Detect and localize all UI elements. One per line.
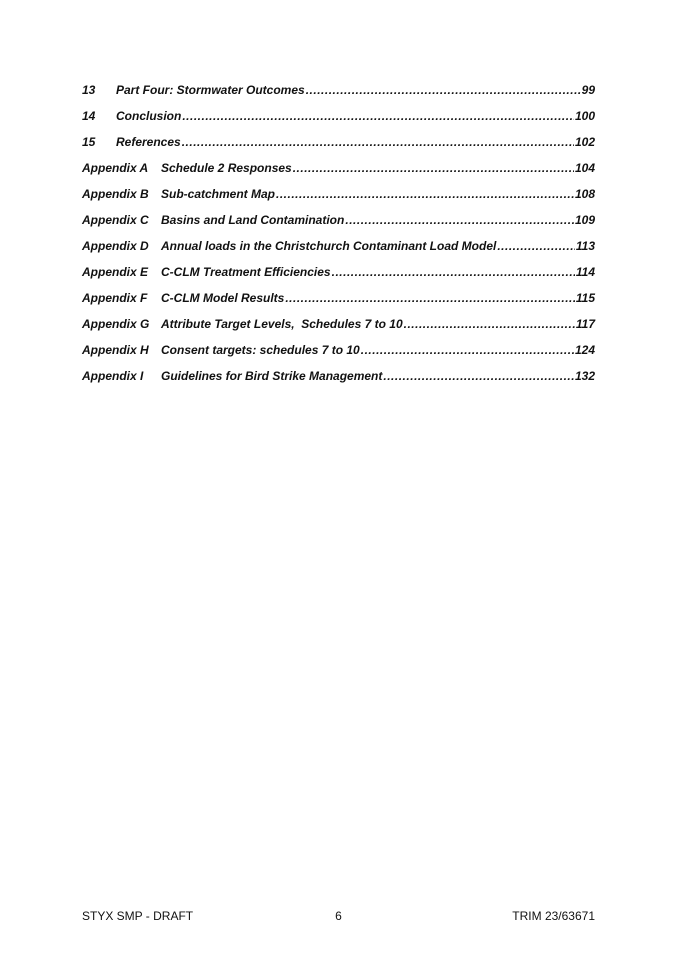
toc-entry-title: References: [116, 135, 181, 149]
toc-entry-page: 124: [574, 343, 595, 357]
toc-entry-title: Guidelines for Bird Strike Management: [161, 369, 383, 383]
toc-dot-leader: [345, 211, 574, 229]
toc-entry-15[interactable]: [82, 133, 595, 159]
toc-entry-14[interactable]: [82, 107, 595, 133]
toc-entry-appendix-a[interactable]: [82, 159, 595, 185]
toc-entry-number: 14: [82, 109, 96, 123]
toc-dot-leader: [332, 263, 575, 281]
toc-entry-number: Appendix F: [82, 291, 148, 305]
toc-entry-number: Appendix H: [82, 343, 149, 357]
toc-dot-leader: [182, 107, 574, 125]
toc-entry-appendix-d[interactable]: [82, 237, 595, 263]
toc-entry-number: Appendix C: [82, 213, 149, 227]
toc-entry-number: 15: [82, 135, 96, 149]
toc-entry-title: Attribute Target Levels, Schedules 7 to 10: [161, 317, 403, 331]
toc-entry-page: 100: [574, 109, 595, 123]
toc-entry-number: Appendix I: [82, 369, 144, 383]
toc-dot-leader: [182, 133, 574, 151]
toc-entry-page: 99: [581, 83, 595, 97]
toc-entry-title: Basins and Land Contamination: [161, 213, 345, 227]
toc-entry-title: Schedule 2 Responses: [161, 161, 292, 175]
table-of-contents: [82, 81, 595, 393]
toc-entry-appendix-c[interactable]: [82, 211, 595, 237]
toc-entry-appendix-i[interactable]: [82, 367, 595, 393]
footer-page-number: 6: [335, 909, 342, 923]
toc-entry-appendix-f[interactable]: [82, 289, 595, 315]
toc-entry-page: 102: [574, 135, 595, 149]
toc-entry-page: 113: [575, 239, 595, 253]
toc-entry-page: 114: [575, 265, 595, 279]
toc-entry-page: 132: [574, 369, 595, 383]
toc-entry-title: Part Four: Stormwater Outcomes: [116, 83, 305, 97]
toc-dot-leader: [293, 159, 574, 177]
toc-entry-page: 117: [575, 317, 595, 331]
toc-entry-appendix-h[interactable]: [82, 341, 595, 367]
toc-dot-leader: [383, 367, 574, 385]
toc-entry-page: 115: [575, 291, 595, 305]
footer-trim-reference: TRIM 23/63671: [512, 909, 595, 923]
page-footer: [82, 909, 595, 927]
toc-entry-number: Appendix E: [82, 265, 149, 279]
toc-entry-appendix-e[interactable]: [82, 263, 595, 289]
toc-dot-leader: [497, 237, 575, 255]
toc-entry-number: Appendix D: [82, 239, 149, 253]
toc-entry-13[interactable]: [82, 81, 595, 107]
toc-entry-page: 108: [574, 187, 595, 201]
toc-entry-number: Appendix B: [82, 187, 149, 201]
toc-entry-number: 13: [82, 83, 96, 97]
toc-entry-title: Annual loads in the Christchurch Contaminant Load Model: [161, 239, 497, 253]
toc-dot-leader: [306, 81, 581, 99]
toc-entry-title: Sub-catchment Map: [161, 187, 276, 201]
toc-entry-title: C-CLM Treatment Efficiencies: [161, 265, 331, 279]
toc-dot-leader: [276, 185, 574, 203]
toc-entry-number: Appendix G: [82, 317, 150, 331]
toc-entry-title: C-CLM Model Results: [161, 291, 285, 305]
toc-dot-leader: [361, 341, 574, 359]
toc-dot-leader: [404, 315, 575, 333]
toc-entry-number: Appendix A: [82, 161, 149, 175]
toc-dot-leader: [285, 289, 575, 307]
toc-entry-appendix-b[interactable]: [82, 185, 595, 211]
footer-document-title: STYX SMP - DRAFT: [82, 909, 194, 923]
toc-entry-title: Conclusion: [116, 109, 182, 123]
toc-entry-page: 109: [574, 213, 595, 227]
toc-entry-appendix-g[interactable]: [82, 315, 595, 341]
toc-entry-title: Consent targets: schedules 7 to 10: [161, 343, 360, 357]
toc-entry-page: 104: [574, 161, 595, 175]
